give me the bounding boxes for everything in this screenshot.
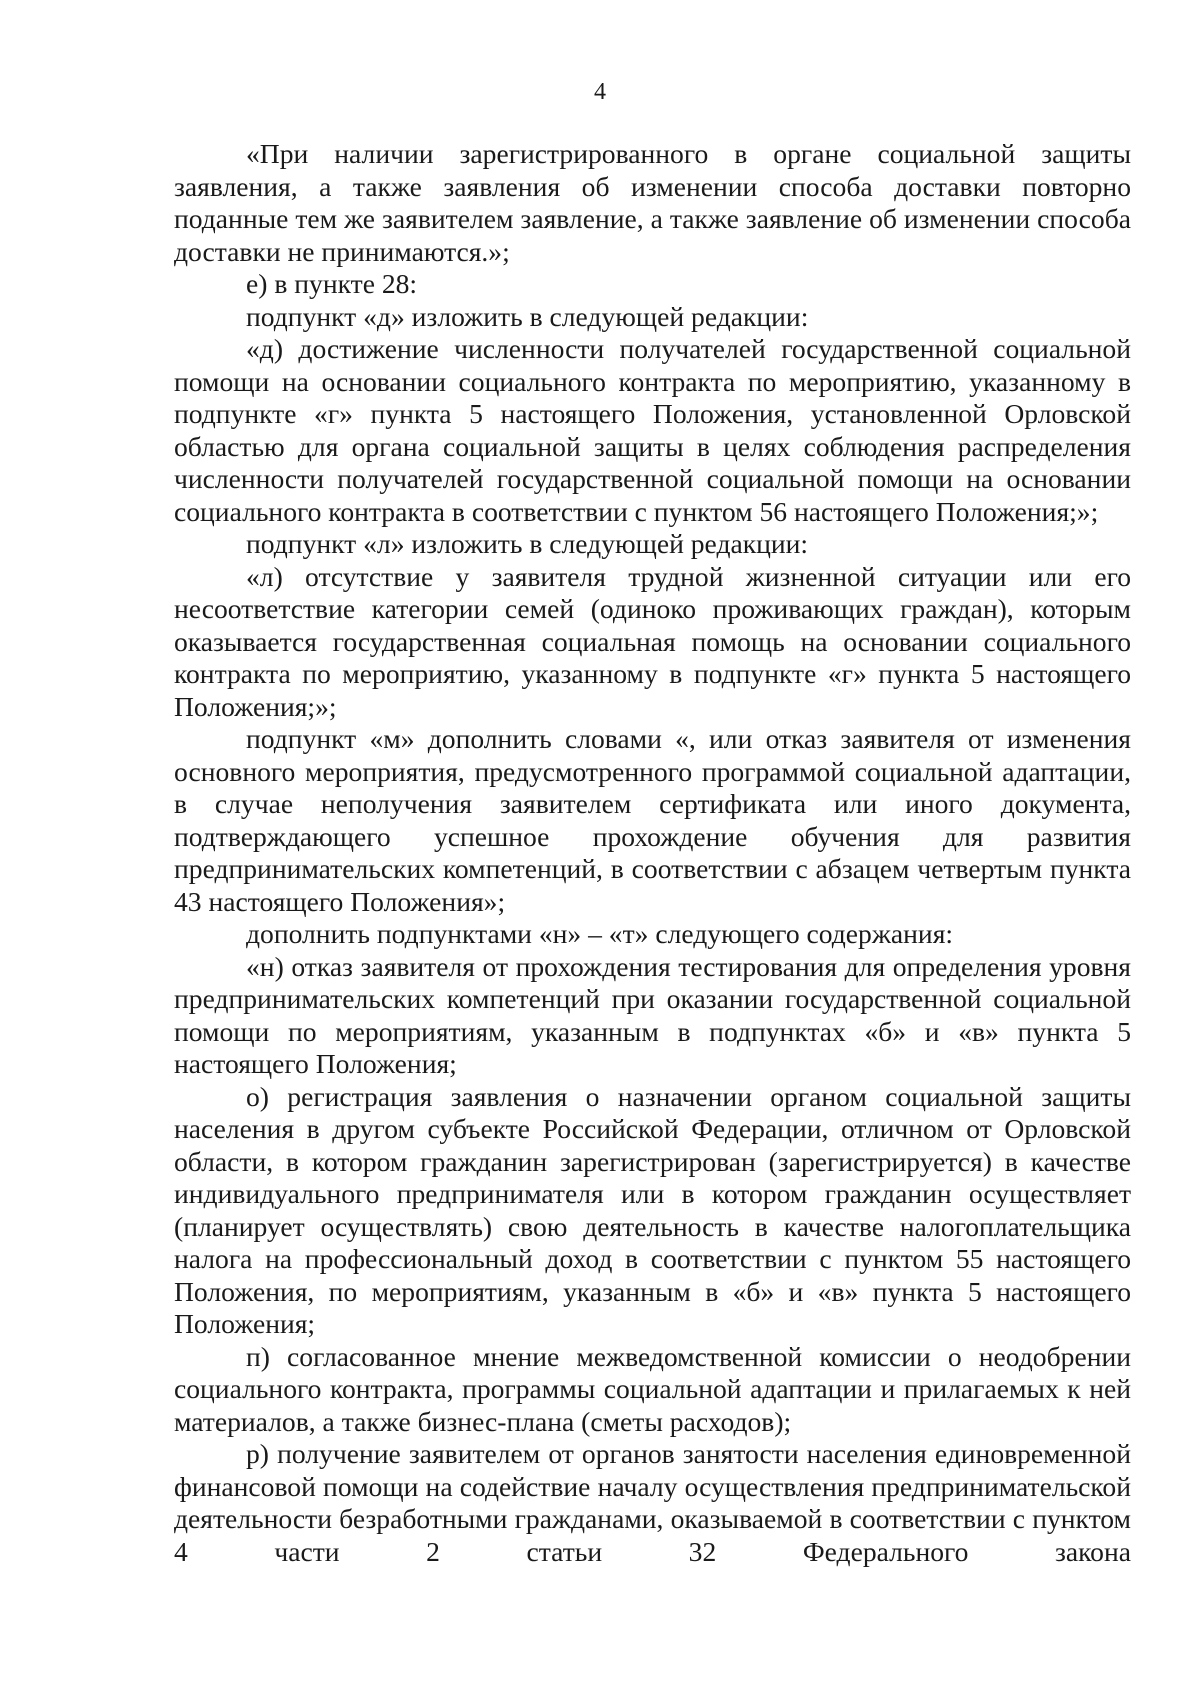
paragraph-subitem-l-text: «л) отсутствие у заявителя трудной жизненной ситуации или его несоответствие категории семей (одиноко проживающих граждан), которым оказывается государственная социальная помощь на основании социального контракта по мероприятию, указанному в подпункте «г» пункта 5 настоящего Положения;»;	[174, 560, 1131, 722]
paragraph-subitem-d-text: «д) достижение численности получателей государственной социальной помощи на основании социального контракта по мероприятию, указанному в подпункте «г» пункта 5 настоящего Положения, установленной Орловской областью для органа социальной защиты в целях соблюдения распределения численности получателей государственной социальной помощи на основании социального контракта в соответствии с пунктом 56 настоящего Положения;»;	[174, 333, 1131, 527]
paragraph-add-subitems: дополнить подпунктами «н» – «т» следующего содержания:	[246, 918, 954, 949]
page-number: 4	[594, 79, 606, 105]
paragraph-item-e: е) в пункте 28:	[246, 268, 418, 299]
document-body	[174, 138, 1131, 1568]
paragraph-application-quote: «При наличии зарегистрированного в органе социальной защиты заявления, а также заявления об изменении способа доставки повторно поданные тем же заявителем заявление, а также заявление об изменении способа доставки не принимаются.»;	[174, 138, 1131, 267]
paragraph-subitem-d-intro: подпункт «д» изложить в следующей редакции:	[246, 300, 809, 332]
paragraph-subitem-o: о) регистрация заявления о назначении органом социальной защиты населения в другом субъекте Российской Федерации, отличном от Орловской области, в котором гражданин зарегистрирован (зарегистрируется) в качестве индивидуального предпринимателя или в котором гражданин осуществляет (планирует осуществлять) свою деятельность в качестве налогоплательщика налога на профессиональный доход в соответствии с пунктом 55 настоящего Положения, по мероприятиям, указанным в «б» и «в» пункта 5 настоящего Положения;	[174, 1080, 1131, 1339]
paragraph-subitem-m: подпункт «м» дополнить словами «, или отказ заявителя от изменения основного мероприятия, предусмотренного программой социальной адаптации, в случае неполучения заявителем сертификата или иного документа, подтверждающего успешное прохождение обучения для развития предпринимательских компетенций, в соответствии с абзацем четвертым пункта 43 настоящего Положения»;	[174, 723, 1131, 917]
paragraph-subitem-l-intro: подпункт «л» изложить в следующей редакции:	[246, 528, 809, 559]
paragraph-subitem-p: п) согласованное мнение межведомственной комиссии о неодобрении социального контракта, программы социальной адаптации и прилагаемых к ней материалов, а также бизнес-плана (сметы расходов);	[174, 1340, 1131, 1437]
paragraph-subitem-n: «н) отказ заявителя от прохождения тестирования для определения уровня предпринимательских компетенций при оказании государственной социальной помощи по мероприятиям, указанным в подпунктах «б» и «в» пункта 5 настоящего Положения;	[174, 950, 1131, 1079]
paragraph-subitem-r: р) получение заявителем от органов занятости населения единовременной финансовой помощи на содействие началу осуществления предпринимательской деятельности безработными гражданами, оказываемой в соответствии с пунктом 4 части 2 статьи 32 Федерального закона	[174, 1438, 1131, 1567]
